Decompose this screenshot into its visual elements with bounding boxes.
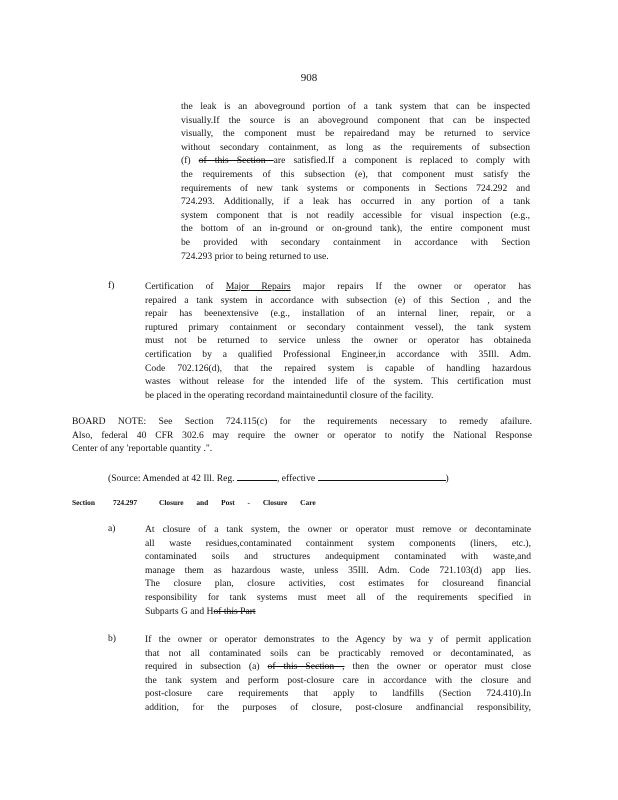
source-line	[108, 471, 528, 486]
paragraph-f	[145, 280, 531, 402]
text-line: the tank system and perform post-closure care in accordance with the closure and	[145, 674, 531, 686]
text-line: At closure of a tank system, the owner or operator must remove or decontaminate	[145, 524, 531, 535]
subsection-b-label: b)	[108, 633, 116, 644]
text-line: repaired a tank system in accordance with subsection (e) of this Section , and the	[145, 294, 531, 306]
board-note	[72, 415, 532, 456]
text-line: visually.If the source is an aboveground component that can be inspected	[181, 114, 530, 126]
blank-register-volume	[237, 471, 277, 481]
text-line: all waste residues,contaminated containment system components (liners, etc.),	[145, 537, 531, 549]
source-text: , effective	[276, 473, 318, 484]
text-line	[145, 280, 531, 294]
text-line: visually, the component must be repairedand may be returned to service	[181, 128, 530, 140]
paragraph-b	[145, 633, 531, 715]
paragraph-a	[145, 523, 531, 618]
text-line: requirements of new tank systems or components in Sections 724.292 and	[181, 182, 530, 194]
section-number: 724.297	[113, 498, 138, 507]
source-text: (Source: Amended at 42 Ill. Reg.	[108, 473, 237, 484]
text-line: If the owner or operator demonstrates to the Agency by wa y of permit application	[145, 634, 531, 645]
underlined-text: Major Repairs	[225, 281, 291, 292]
paragraph-e-continuation	[181, 100, 530, 263]
text-line: the leak is an aboveground portion of a tank system that can be inspected	[181, 101, 530, 112]
struck-text: of this Section ,	[267, 661, 345, 673]
text-line: responsibility for tank systems must meet all of the requirements specified in	[145, 591, 531, 603]
text-line: the requirements of this subsection (e), that component must satisfy the	[181, 168, 530, 180]
text-line: 724.293. Additionally, if a leak has occurred in any portion of a tank	[181, 196, 530, 208]
text-segment: major repairs If the owner or operator has	[290, 281, 531, 292]
text-line: be provided with secondary containment in accordance with Section	[181, 236, 530, 248]
text-line: be placed in the operating recordand maintaineduntil closure of the facility.	[145, 389, 434, 401]
text-line: without secondary containment, as long as the requirements of subsection	[181, 141, 530, 153]
text-segment: Certification of	[145, 281, 226, 292]
page-number: 908	[300, 72, 318, 84]
subsection-f-label: f)	[108, 280, 115, 291]
text-line: the bottom of an in-ground or on-ground tank), the entire component must	[181, 223, 530, 235]
struck-text: of this Section	[198, 155, 274, 167]
section-heading-word: Section	[72, 498, 95, 507]
section-title: Closure and Post - Closure Care	[159, 498, 316, 507]
text-line: wastes without release for the intended life of the system. This certification must	[145, 376, 531, 388]
text-line: contaminated soils and structures andequipment contaminated with waste,and	[145, 551, 531, 563]
text-line: post-closure care requirements that apply to landfills (Section 724.410).In	[145, 688, 531, 700]
text-line: The closure plan, closure activities, cost estimates for closureand financial	[145, 578, 531, 590]
text-segment: Subparts G and H	[145, 605, 214, 617]
text-line: BOARD NOTE: See Section 724.115(c) for the requirements necessary to remedy afailure.	[72, 416, 532, 427]
struck-text: of this Part	[213, 605, 256, 617]
text-line: Code 702.126(d), that the repaired system is capable of handling hazardous	[145, 362, 531, 374]
subsection-a-label: a)	[108, 523, 116, 534]
text-line: that not all contaminated soils can be practicably removed or decontaminated, as	[145, 647, 531, 659]
text-line: manage them as hazardous waste, unless 35Ill. Adm. Code 721.103(d) app lies.	[145, 564, 531, 576]
text-line: repair has beenextensive (e.g., installation of an internal liner, repair, or a	[145, 308, 531, 320]
text-segment: (f)	[181, 155, 199, 167]
text-line: ruptured primary containment or secondary containment vessel), the tank system	[145, 321, 531, 333]
text-line: Also, federal 40 CFR 302.6 may require the owner or operator to notify the National Response	[72, 429, 532, 441]
text-segment: required in subsection (a)	[145, 661, 268, 673]
text-line: 724.293 prior to being returned to use.	[181, 250, 329, 262]
text-line	[181, 154, 530, 168]
text-line: Center of any 'reportable quantity .".	[72, 443, 213, 455]
text-line: addition, for the purposes of closure, post-closure andfinancial responsibility,	[145, 701, 531, 713]
text-segment: are satisfied.If a component is replaced to comply with	[273, 155, 531, 167]
text-line: system component that is not readily accessible for visual inspection (e.g.,	[181, 209, 530, 221]
text-line	[145, 605, 531, 619]
blank-effective-date	[318, 471, 446, 481]
source-text: )	[445, 473, 449, 484]
text-line: must not be returned to service unless the owner or operator has obtaineda	[145, 335, 531, 347]
text-line	[145, 660, 531, 674]
text-segment: then the owner or operator must close	[344, 661, 531, 673]
text-line: certification by a qualified Professional Engineer,in accordance with 35Ill. Adm.	[145, 348, 531, 360]
